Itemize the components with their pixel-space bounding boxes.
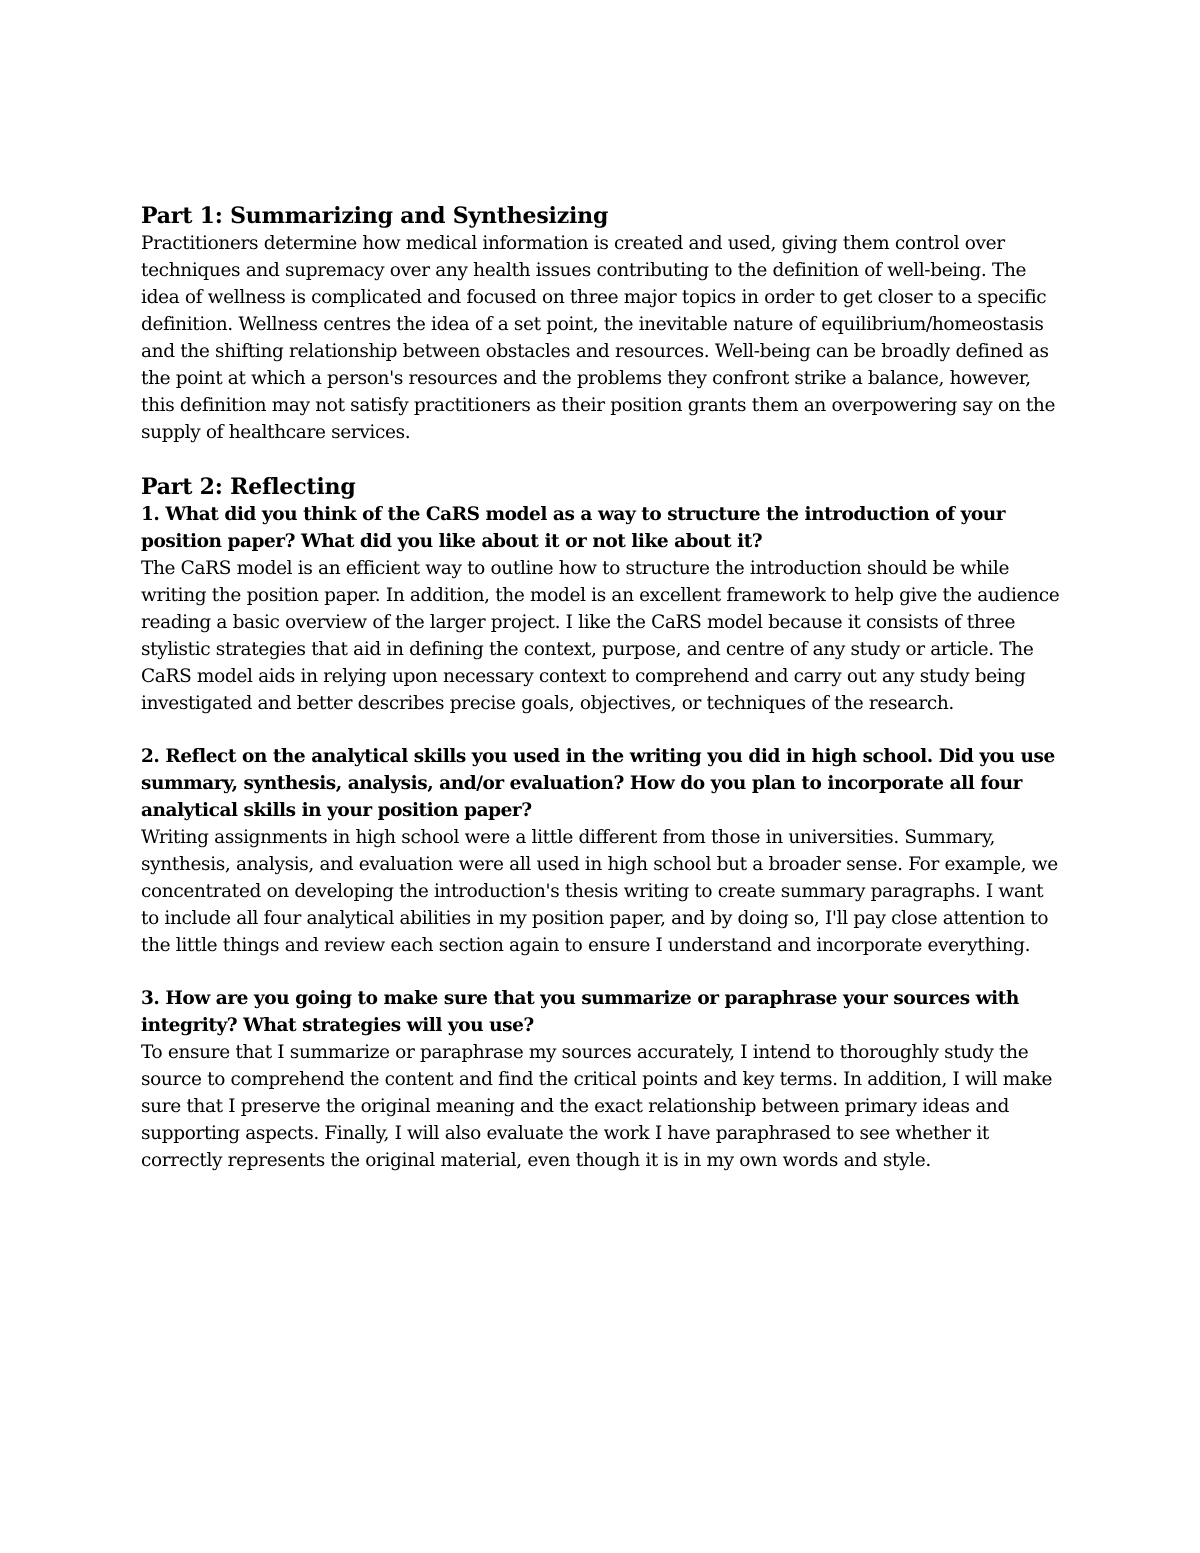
part1-body: Practitioners determine how medical information is created and used, giving them control over techniques and supremacy over any health issues contributing to the definition of well-being. The idea of wellness is complicated and focused on three major topics in order to get closer to a specific definition. Wellness centres the idea of a set point, the inevitable nature of equilibrium/homeostasis and the shifting relationship between obstacles and resources. Well-being can be broadly defined as the point at which a person's resources and the problems they confront strike a balance, however, this definition may not satisfy practitioners as their position grants them an overpowering say on the supply of healthcare services.: [141, 233, 1056, 443]
part1-heading: Part 1: Summarizing and Synthesizing: [141, 203, 609, 229]
question-spacer: [141, 717, 1066, 743]
question-2: 2. Reflect on the analytical skills you used in the writing you did in high school. Did you use summary, synthesis, analysis, and/or evaluation? How do you plan to incorporate all four analytical skills in your position paper?: [141, 746, 1055, 821]
document-content: [141, 202, 1066, 1174]
answer-3: To ensure that I summarize or paraphrase my sources accurately, I intend to thoroughly study the source to comprehend the content and find the critical points and key terms. In addition, I will make sure that I preserve the original meaning and the exact relationship between primary ideas and supporting aspects. Finally, I will also evaluate the work I have paraphrased to see whether it correctly represents the original material, even though it is in my own words and style.: [141, 1042, 1053, 1171]
question-spacer: [141, 959, 1066, 985]
section-spacer: [141, 446, 1066, 473]
answer-1: The CaRS model is an efficient way to outline how to structure the introduction should be while writing the position paper. In addition, the model is an excellent framework to help give the audience reading a basic overview of the larger project. I like the CaRS model because it consists of three stylistic strategies that aid in defining the context, purpose, and centre of any study or article. The CaRS model aids in relying upon necessary context to comprehend and carry out any study being investigated and better describes precise goals, objectives, or techniques of the research.: [141, 558, 1060, 714]
answer-2: Writing assignments in high school were a little different from those in universities. Summary, synthesis, analysis, and evaluation were all used in high school but a broader sense. For example, we concentrated on developing the introduction's thesis writing to create summary paragraphs. I want to include all four analytical abilities in my position paper, and by doing so, I'll pay close attention to the little things and review each section again to ensure I understand and incorporate everything.: [141, 827, 1058, 956]
question-1: 1. What did you think of the CaRS model as a way to structure the introduction of your position paper? What did you like about it or not like about it?: [141, 504, 1006, 552]
question-3: 3. How are you going to make sure that you summarize or paraphrase your sources with integrity? What strategies will you use?: [141, 988, 1019, 1036]
part2-heading: Part 2: Reflecting: [141, 474, 356, 500]
